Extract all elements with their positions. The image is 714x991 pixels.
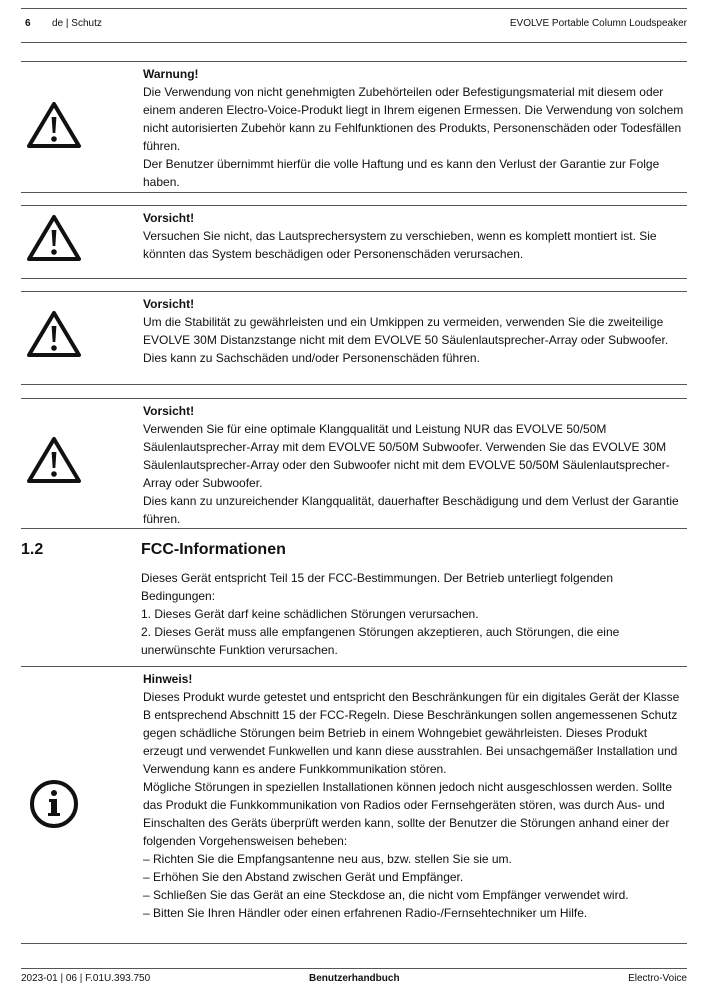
footer-rule [21,968,687,969]
section-body [141,569,687,659]
notice-paragraph: Dies kann zu Sachschäden und/oder Personenschäden führen. [143,351,480,365]
hint-paragraph: Dieses Produkt wurde getestet und entspricht den Beschränkungen für ein digitales Gerät der Klasse B entsprechend Abschnitt 15 der FCC-Regeln. Diese Beschränkungen sollen angemessenen Schutz gegen schädliche Störungen beim Betrieb in einem Wohngebiet gewährleisten. Dieses Produkt erzeugt und verwendet Funkwellen und kann diese ausstrahlen. Bei unsachgemäßer Installation und Verwendung kann es andere Funkkommunikation stören. [143,690,680,776]
notice-warning-body [143,65,688,191]
section-paragraph: 2. Dieses Gerät muss alle empfangenen Störungen akzeptieren, auch Störungen, die eine unerwünschte Funktion verursachen. [141,625,620,657]
hint-list-item: – Erhöhen Sie den Abstand zwischen Gerät und Empfänger. [143,870,464,884]
warning-triangle-icon [26,310,82,358]
notice-rule [21,61,687,62]
notice-rule [21,398,687,399]
hint-list-item: – Schließen Sie das Gerät an eine Steckdose an, die nicht vom Empfänger verwendet wird. [143,888,629,902]
footer-document-id: 2023-01 | 06 | F.01U.393.750 [21,973,151,984]
notice-caution-body [143,402,688,528]
section-number: 1.2 [21,541,44,558]
notice-caution-body [143,209,688,263]
section-paragraph: 1. Dieses Gerät darf keine schädlichen Störungen verursachen. [141,607,479,621]
notice-title: Vorsicht! [143,211,195,225]
hint-title: Hinweis! [143,672,193,686]
notice-paragraph: Der Benutzer übernimmt hierfür die volle Haftung und es kann den Verlust der Garantie zur Folge haben. [143,157,660,189]
notice-rule [21,278,687,279]
header-section: de | Schutz [52,18,102,29]
notice-title: Vorsicht! [143,404,195,418]
hint-list-item: – Bitten Sie Ihren Händler oder einen erfahrenen Radio-/Fernsehtechniker um Hilfe. [143,906,588,920]
notice-rule [21,291,687,292]
notice-paragraph: Verwenden Sie für eine optimale Klangqualität und Leistung NUR das EVOLVE 50/50M Säulenlautsprecher-Array mit dem EVOLVE 50/50M Subwoofer. Verwenden Sie das EVOLVE 30M Säulenlautsprecher-Array oder den Subwoofer nicht mit dem EVOLVE 50/50M Säulenlautsprecher-Array oder Subwoofer. [143,422,670,490]
page-number: 6 [25,18,31,29]
info-circle-icon [28,778,80,830]
notice-paragraph: Dies kann zu unzureichender Klangqualität, dauerhafter Beschädigung und dem Verlust der Garantie führen. [143,494,679,526]
notice-title: Warnung! [143,67,199,81]
hint-paragraph: Mögliche Störungen in speziellen Installationen können jedoch nicht ausgeschlossen werden. Sollte das Produkt die Funkkommunikation von Radios oder Fernsehgeräten stören, was durch Aus- und Einschalten des Geräts überprüft werden kann, sollte der Benutzer die Störungen anhand einer der folgenden Vorgehensweisen beheben: [143,780,673,848]
section-paragraph: Dieses Gerät entspricht Teil 15 der FCC-Bestimmungen. Der Betrieb unterliegt folgenden Bedingungen: [141,571,614,603]
section-title: FCC-Informationen [141,541,286,558]
notice-paragraph: Die Verwendung von nicht genehmigten Zubehörteilen oder Befestigungsmaterial mit diesem oder einem anderen Electro-Voice-Produkt liegt in Ihrem eigenen Ermessen. Die Verwendung von solchem nicht autorisierten Zubehör kann zu Fehlfunktionen des Produkts, Personenschäden oder Todesfällen führen. [143,85,684,153]
header-title: EVOLVE Portable Column Loudspeaker [509,18,687,29]
notice-rule [21,384,687,385]
warning-triangle-icon [26,101,82,149]
footer-brand: Electro-Voice [628,973,687,984]
notice-title: Vorsicht! [143,297,195,311]
warning-triangle-icon [26,214,82,262]
header-top-rule [21,8,687,9]
hint-rule [21,943,687,944]
notice-rule [21,528,687,529]
hint-rule [21,666,687,667]
notice-rule [21,205,687,206]
header-bottom-rule [21,42,687,43]
warning-triangle-icon [26,436,82,484]
notice-paragraph: Versuchen Sie nicht, das Lautsprechersystem zu verschieben, wenn es komplett montiert ist. Sie könnten das System beschädigen oder Personenschäden verursachen. [143,229,657,261]
footer-manual-type: Benutzerhandbuch [309,973,400,984]
hint-body [143,670,688,922]
notice-paragraph: Um die Stabilität zu gewährleisten und ein Umkippen zu vermeiden, verwenden Sie die zweiteilige EVOLVE 30M Distanzstange nicht mit dem EVOLVE 50 Säulenlautsprecher-Array oder Subwoofer. [143,315,669,347]
hint-list-item: – Richten Sie die Empfangsantenne neu aus, bzw. stellen Sie sie um. [143,852,512,866]
notice-rule [21,192,687,193]
notice-caution-body [143,295,688,367]
